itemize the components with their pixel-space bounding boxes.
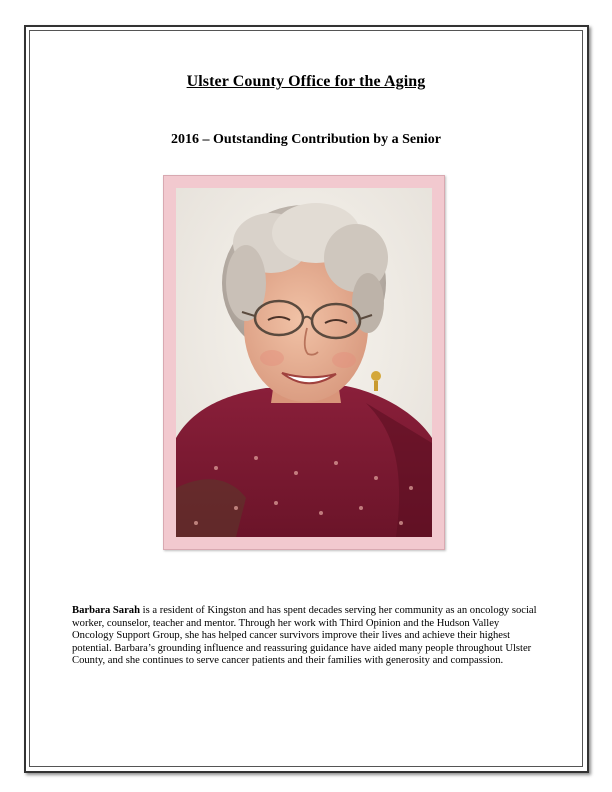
- bio-paragraph: [72, 605, 542, 668]
- bio-text: is a resident of Kingston and has spent decades serving her community as an oncology social worker, counselor, teacher and mentor. Through her work with Third Opinion and the Hudson Valley Oncology Support Group, she has helped cancer survivors improve their lives and achieve their highest potential. Barbara’s grounding influence and reassuring guidance have aided many people throughout Ulster County, and she continues to serve cancer patients and their families with generosity and compassion.: [72, 605, 537, 667]
- photo-frame: [163, 175, 445, 550]
- honoree-name: Barbara Sarah: [72, 605, 140, 616]
- organization-title: Ulster County Office for the Aging: [186, 73, 426, 90]
- portrait-photo: [176, 188, 432, 537]
- award-title: 2016 – Outstanding Contribution by a Senior: [171, 132, 441, 147]
- portrait-illustration: [176, 188, 432, 537]
